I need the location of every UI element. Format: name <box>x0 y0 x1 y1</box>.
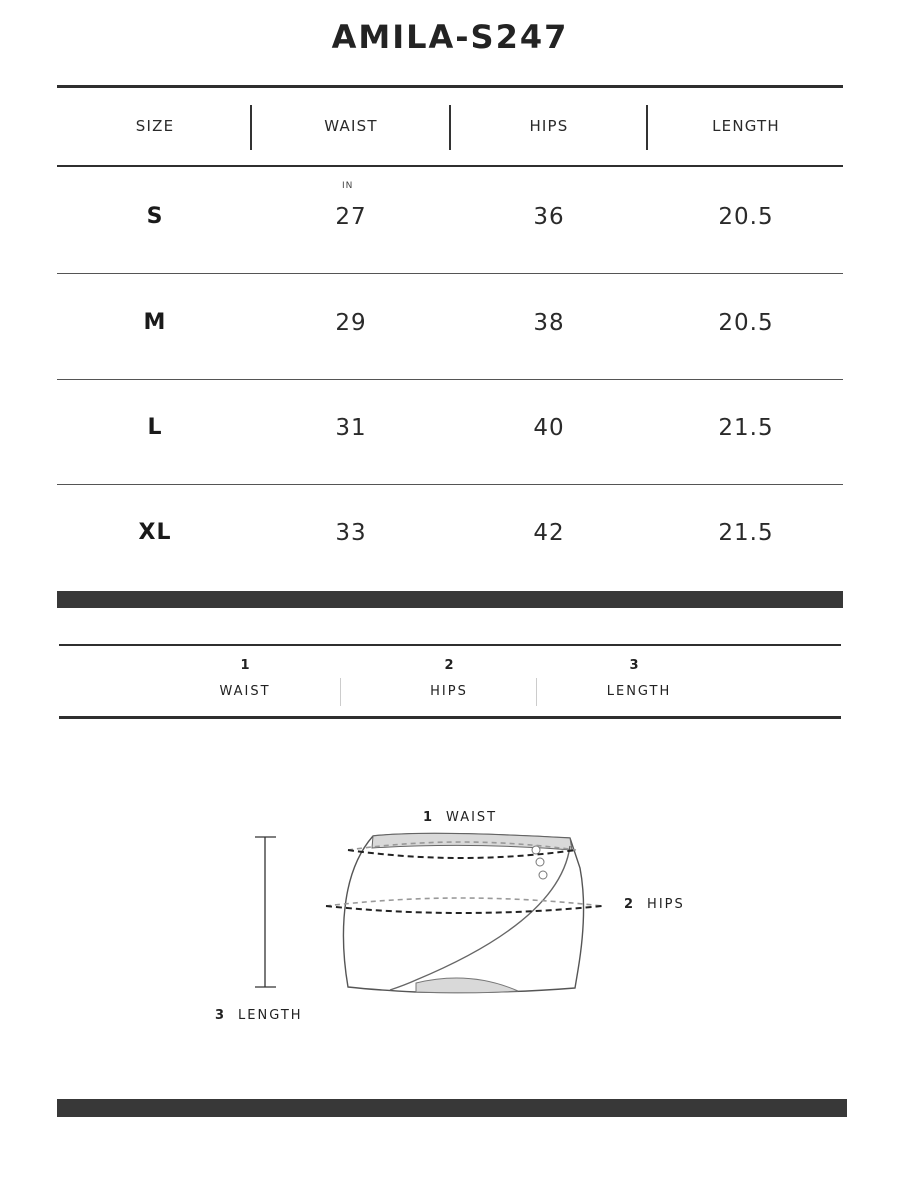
legend-separator <box>340 678 341 706</box>
legend-label: LENGTH <box>606 684 672 699</box>
header-waist: WAIST <box>324 117 378 135</box>
length-measure-icon <box>255 837 276 987</box>
waist-cell: 29 <box>335 310 367 336</box>
row-divider <box>57 379 843 380</box>
legend-number: 2 <box>444 658 454 673</box>
legend-label: WAIST <box>219 684 271 699</box>
diagram-number: 1 <box>423 810 435 825</box>
skirt-diagram <box>240 820 630 1010</box>
waist-cell: 27 <box>335 204 367 230</box>
size-cell: S <box>146 204 164 229</box>
row-divider <box>57 273 843 274</box>
legend-separator <box>536 678 537 706</box>
legend-number: 3 <box>629 658 639 673</box>
length-cell: 20.5 <box>718 310 774 336</box>
header-size: SIZE <box>135 117 175 135</box>
size-cell: L <box>147 415 163 440</box>
table-row <box>0 411 900 447</box>
hips-cell: 40 <box>533 415 565 441</box>
size-cell: M <box>143 310 167 335</box>
diagram-number: 2 <box>624 897 636 912</box>
page-title: AMILA-S247 <box>331 18 569 56</box>
section-divider-bar <box>57 591 843 608</box>
unit-label: IN <box>342 181 354 191</box>
header-length: LENGTH <box>712 117 780 135</box>
diagram-label-hips: 2 HIPS <box>624 897 685 912</box>
legend-label: HIPS <box>430 684 468 699</box>
legend-bottom-rule <box>59 716 841 719</box>
waist-cell: 31 <box>335 415 367 441</box>
header-separator <box>250 105 252 150</box>
diagram-label-length: 3 LENGTH <box>215 1008 303 1023</box>
length-cell: 20.5 <box>718 204 774 230</box>
legend-top-rule <box>59 644 841 646</box>
table-row <box>0 516 900 552</box>
header-bottom-rule <box>57 165 843 167</box>
footer-bar <box>57 1099 847 1117</box>
waist-cell: 33 <box>335 520 367 546</box>
hips-cell: 36 <box>533 204 565 230</box>
diagram-label-waist: 1 WAIST <box>423 810 498 825</box>
legend-number: 1 <box>240 658 250 673</box>
size-cell: XL <box>138 520 172 545</box>
header-hips: HIPS <box>529 117 569 135</box>
length-cell: 21.5 <box>718 415 774 441</box>
table-row <box>0 306 900 342</box>
hips-cell: 38 <box>533 310 565 336</box>
table-row <box>0 200 900 236</box>
table-top-rule <box>57 85 843 88</box>
diagram-number: 3 <box>215 1008 227 1023</box>
hips-cell: 42 <box>533 520 565 546</box>
length-cell: 21.5 <box>718 520 774 546</box>
row-divider <box>57 484 843 485</box>
